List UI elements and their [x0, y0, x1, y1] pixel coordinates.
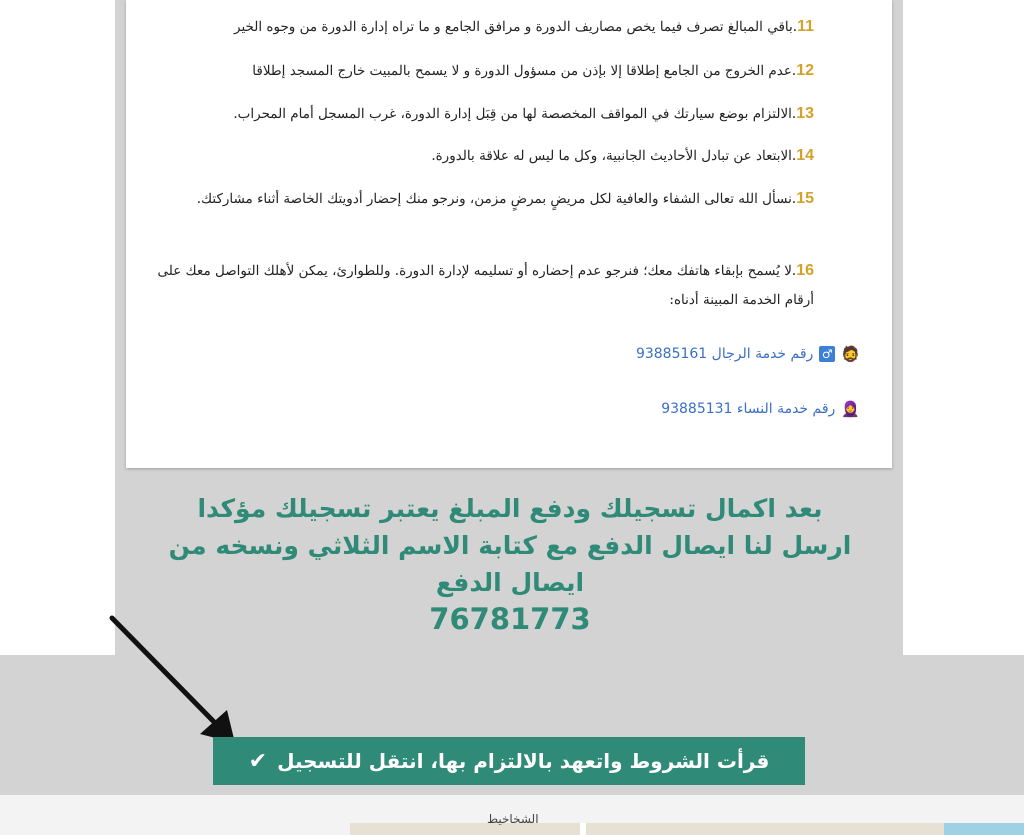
rule-item: [154, 141, 814, 171]
rules-card: [126, 0, 892, 468]
rule-dot: .: [791, 263, 797, 279]
rule-text: باقي المبالغ تصرف فيما يخص مصاريف الدورة و مرافق الجامع و ما تراه إدارة الدورة من وجوه الخير: [234, 19, 793, 35]
rule-dot: .: [792, 19, 798, 35]
rule-text: الابتعاد عن تبادل الأحاديث الجانبية، وكل ما ليس له علاقة بالدورة.: [431, 148, 792, 164]
rule-item: [154, 184, 814, 214]
notice-line-2: ارسل لنا ايصال الدفع مع كتابة الاسم الثلاثي ونسخه من: [168, 531, 852, 560]
rule-item: [154, 256, 814, 315]
rule-item: [154, 99, 814, 129]
map-water: [944, 823, 1024, 835]
men-service-phone[interactable]: [636, 346, 860, 362]
rule-number: 11: [797, 18, 814, 35]
notice-phone-number: 76781773: [429, 602, 591, 636]
rule-dot: .: [791, 191, 797, 207]
rule-number: 14: [796, 147, 814, 164]
rule-number: 13: [796, 105, 814, 122]
rule-text: الالتزام بوضع سيارتك في المواقف المخصصة لها من قِبَل إدارة الدورة، غرب المسجل أمام المحراب.: [233, 106, 792, 122]
rule-text: نسأل الله تعالى الشفاء والعافية لكل مريضٍ بمرضٍ مزمن، ونرجو منك إحضار أدويتك الخاصة أثناء مشاركتك.: [196, 191, 792, 207]
map-road: [580, 823, 586, 835]
rule-item: [154, 56, 814, 86]
rule-dot: .: [791, 63, 797, 79]
agree-and-register-button[interactable]: [213, 737, 805, 785]
notice-line-1: بعد اكمال تسجيلك ودفع المبلغ يعتبر تسجيلك مؤكدا: [197, 494, 823, 523]
rule-number: 15: [796, 190, 814, 207]
man-emoji-icon: 🧔: [841, 344, 860, 363]
rule-number: 12: [796, 62, 814, 79]
left-margin: [0, 0, 115, 655]
male-sign-icon: ♂: [819, 346, 835, 362]
check-icon: ✔: [248, 748, 268, 774]
rule-number: 16: [796, 262, 814, 279]
notice-line-3: ايصال الدفع: [435, 568, 585, 597]
rule-text: عدم الخروج من الجامع إطلاقا إلا بإذن من مسؤول الدورة و لا يسمح بالمبيت خارج المسجد إطلاقا: [252, 63, 792, 79]
agree-button-label: قرأت الشروط واتعهد بالالتزام بها، انتقل للتسجيل: [277, 749, 770, 773]
men-service-label[interactable]: رقم خدمة الرجال 93885161: [635, 346, 814, 362]
women-service-label[interactable]: رقم خدمة النساء 93885131: [661, 401, 836, 417]
rule-item: [154, 12, 814, 42]
map-view[interactable]: [350, 823, 1024, 835]
payment-notice: [160, 490, 860, 638]
rule-text: لا يُسمح بإبقاء هاتفك معك؛ فنرجو عدم إحضاره أو تسليمه لإدارة الدورة. وللطوارئ، يمكن لأهلك التواصل معك على أرقام الخدمة المبينة أدناه:: [157, 263, 814, 308]
rule-dot: .: [791, 148, 797, 164]
right-margin: [903, 0, 1024, 655]
woman-emoji-icon: 🧕: [841, 399, 860, 418]
women-service-phone[interactable]: [661, 401, 860, 417]
map-place-label: الشخاخيط: [487, 812, 539, 826]
rule-dot: .: [791, 106, 797, 122]
